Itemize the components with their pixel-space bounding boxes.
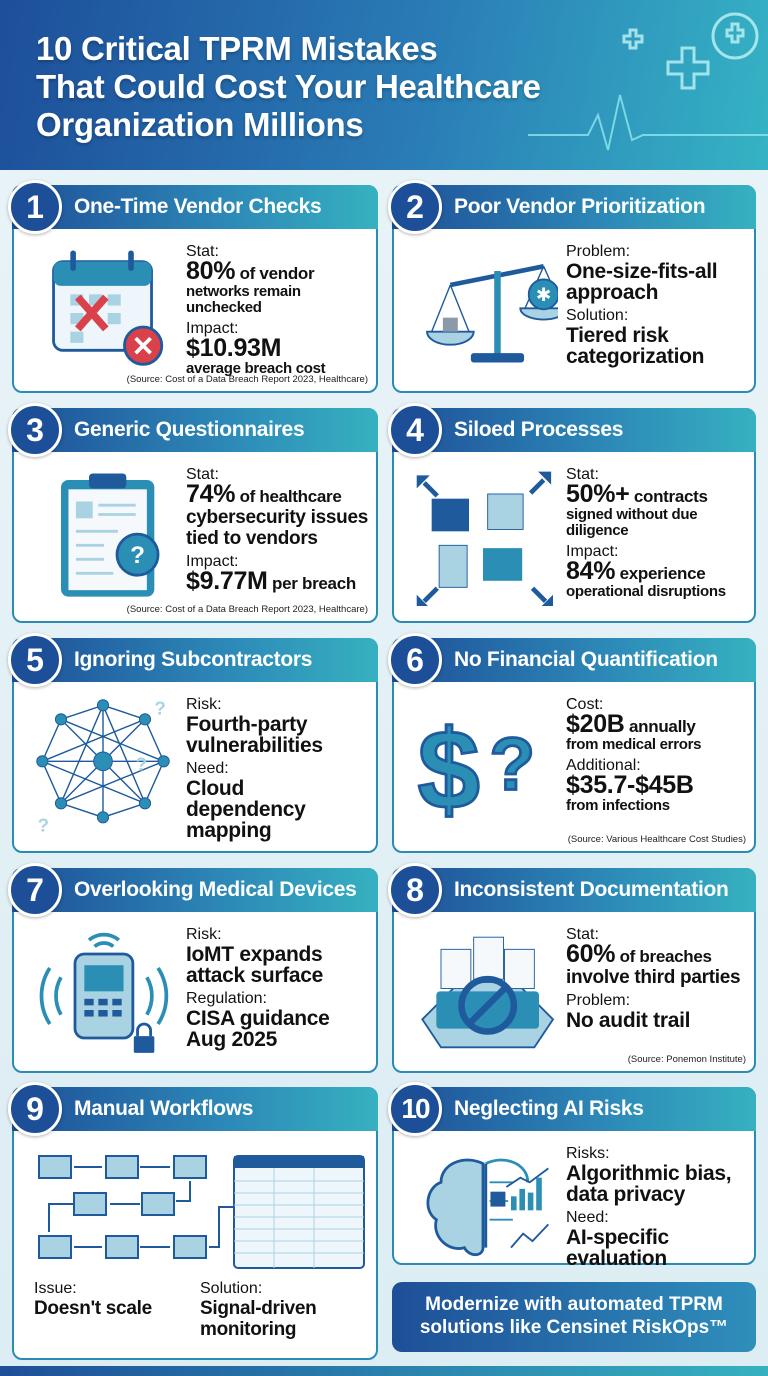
- stat-text: of vendor: [235, 264, 315, 283]
- title-line: That Could Cost Your Healthcare: [36, 68, 541, 105]
- stat-text: contracts: [629, 487, 708, 506]
- card-title-bar: [392, 638, 756, 682]
- svg-text:$: $: [417, 707, 480, 832]
- card-fields: [566, 462, 746, 600]
- card-title: One-Time Vendor Checks: [74, 195, 322, 218]
- field-label: Problem:: [566, 243, 631, 260]
- card-number-badge: 10: [388, 1082, 442, 1136]
- card-title: No Financial Quantification: [454, 648, 718, 671]
- card-title: Manual Workflows: [74, 1097, 254, 1120]
- card-number-badge: 9: [8, 1082, 62, 1136]
- mistake-card-7: [12, 868, 378, 1073]
- mistake-card-5: [12, 638, 378, 853]
- mistake-card-2: [392, 185, 756, 393]
- mistake-card-4: [392, 408, 756, 623]
- card-title-bar: [12, 408, 378, 452]
- card-title-bar: [392, 408, 756, 452]
- card-fields: [566, 1141, 746, 1269]
- title-line: 10 Critical TPRM Mistakes: [36, 30, 438, 67]
- source-note: (Source: Cost of a Data Breach Report 2023, Healthcare): [126, 374, 368, 385]
- field-label: Need:: [186, 760, 229, 777]
- stat-value: $35.7-$45B: [566, 771, 694, 799]
- cta-banner[interactable]: Modernize with automated TPRM solutions like Censinet RiskOps™: [392, 1282, 756, 1352]
- mistake-card-8: [392, 868, 756, 1073]
- field-label: Impact:: [566, 543, 619, 560]
- card-title-bar: [12, 868, 378, 912]
- card-number-badge: 3: [8, 403, 62, 457]
- field-label: Solution:: [566, 307, 629, 324]
- stat-value: 84%: [566, 557, 616, 585]
- card-title-bar: [392, 1087, 756, 1131]
- card-title: Neglecting AI Risks: [454, 1097, 644, 1120]
- stat-detail: from infections: [566, 797, 670, 814]
- card-title: Poor Vendor Prioritization: [454, 195, 706, 218]
- stat-text: experience: [615, 564, 706, 583]
- mistake-card-9: [12, 1087, 378, 1360]
- field-value: AI-specific evaluation: [566, 1226, 669, 1270]
- header-banner: [0, 0, 768, 170]
- mistake-card-3: [12, 408, 378, 623]
- title-line: Organization Millions: [36, 106, 364, 143]
- stat-value: $10.93M: [186, 334, 282, 362]
- card-number-badge: 5: [8, 633, 62, 687]
- card-fields: [186, 922, 368, 1050]
- svg-text:?: ?: [154, 697, 166, 719]
- card-title-bar: [12, 1087, 378, 1131]
- source-note: (Source: Cost of a Data Breach Report 2023, Healthcare): [126, 604, 368, 615]
- stat-detail: operational disruptions: [566, 583, 726, 600]
- footer-strip: [0, 1366, 768, 1376]
- documents-prohibited-icon: [408, 926, 558, 1066]
- card-number-badge: 2: [388, 180, 442, 234]
- stat-value: 60%: [566, 940, 616, 968]
- card-fields: [34, 1276, 366, 1340]
- field-value: Signal-driven monitoring: [200, 1298, 317, 1340]
- stat-detail: from medical errors: [566, 736, 702, 753]
- email-workflow-icon: [34, 1151, 374, 1276]
- card-title-bar: [12, 638, 378, 682]
- field-label: Need:: [566, 1209, 609, 1226]
- field-value: One-size-fits-all approach: [566, 260, 718, 304]
- puzzle-pieces-icon: [408, 466, 558, 606]
- card-number-badge: 4: [388, 403, 442, 457]
- medical-device-icon: [28, 926, 178, 1066]
- card-title-bar: [392, 868, 756, 912]
- field-value: IoMT expands attack surface: [186, 943, 324, 987]
- field-label: Risks:: [566, 1145, 610, 1162]
- mistake-card-6: [392, 638, 756, 853]
- stat-text: of breaches: [615, 947, 712, 966]
- card-title: Ignoring Subcontractors: [74, 648, 313, 671]
- card-fields: [566, 922, 746, 1031]
- field-label: Stat:: [566, 926, 599, 943]
- mistake-card-1: [12, 185, 378, 393]
- stat-value: 50%+: [566, 480, 630, 508]
- stat-value: 74%: [186, 480, 236, 508]
- field-label: Cost:: [566, 696, 604, 713]
- field-label: Stat:: [186, 243, 219, 260]
- stat-text: of healthcare: [235, 487, 342, 506]
- stat-text: annually: [624, 717, 696, 736]
- card-number-badge: 1: [8, 180, 62, 234]
- card-title: Siloed Processes: [454, 418, 624, 441]
- stat-value: $9.77M: [186, 567, 268, 595]
- page-title: [36, 30, 541, 144]
- field-label: Issue:: [34, 1280, 77, 1297]
- field-value: Fourth-party vulnerabilities: [186, 713, 323, 757]
- svg-text:?: ?: [135, 753, 148, 775]
- field-label: Problem:: [566, 992, 631, 1009]
- field-label: Regulation:: [186, 990, 267, 1007]
- card-title: Inconsistent Documentation: [454, 878, 729, 901]
- stat-detail: networks remain unchecked: [186, 283, 301, 316]
- stat-text: per breach: [267, 574, 356, 593]
- field-label: Risk:: [186, 926, 222, 943]
- stat-detail: cybersecurity issues tied to vendors: [186, 507, 369, 549]
- field-value: Tiered risk categorization: [566, 324, 705, 368]
- medical-cross-heartbeat-icon: [528, 0, 768, 170]
- card-title-bar: [12, 185, 378, 229]
- card-fields: [186, 462, 368, 594]
- field-label: Solution:: [200, 1280, 263, 1297]
- stat-value: 80%: [186, 257, 236, 285]
- card-title: Overlooking Medical Devices: [74, 878, 357, 901]
- network-graph-icon: [28, 696, 178, 836]
- field-label: Stat:: [186, 466, 219, 483]
- card-number-badge: 8: [388, 863, 442, 917]
- field-label: Additional:: [566, 757, 641, 774]
- field-label: Impact:: [186, 553, 239, 570]
- stat-detail: signed without due diligence: [566, 506, 698, 539]
- card-number-badge: 7: [8, 863, 62, 917]
- ai-brain-icon: [408, 1145, 558, 1285]
- calendar-x-icon: [28, 243, 178, 383]
- field-value: Algorithmic bias, data privacy: [566, 1162, 732, 1206]
- card-number-badge: 6: [388, 633, 442, 687]
- field-value: No audit trail: [566, 1009, 691, 1032]
- mistake-card-10: [392, 1087, 756, 1270]
- card-title: Generic Questionnaires: [74, 418, 305, 441]
- dollar-question-icon: [408, 696, 558, 836]
- svg-text:✱: ✱: [535, 283, 552, 305]
- stat-detail: average breach cost: [186, 360, 326, 377]
- svg-text:?: ?: [489, 721, 536, 806]
- source-note: (Source: Various Healthcare Cost Studies): [567, 834, 746, 845]
- card-fields: [566, 239, 746, 367]
- field-label: Risk:: [186, 696, 222, 713]
- field-value: CISA guidance Aug 2025: [186, 1007, 330, 1051]
- svg-text:?: ?: [130, 542, 145, 570]
- card-title-bar: [392, 185, 756, 229]
- source-note: (Source: Ponemon Institute): [627, 1054, 746, 1065]
- field-value: Doesn't scale: [34, 1298, 152, 1319]
- balance-scale-icon: [408, 243, 558, 383]
- field-label: Impact:: [186, 320, 239, 337]
- field-label: Stat:: [566, 466, 599, 483]
- card-fields: [566, 692, 746, 814]
- stat-value: $20B: [566, 710, 625, 738]
- card-fields: [186, 239, 368, 377]
- clipboard-question-icon: [28, 466, 178, 606]
- card-fields: [186, 692, 368, 841]
- svg-text:?: ?: [37, 814, 50, 836]
- stat-detail: involve third parties: [566, 967, 741, 988]
- field-value: Cloud dependency mapping: [186, 777, 306, 842]
